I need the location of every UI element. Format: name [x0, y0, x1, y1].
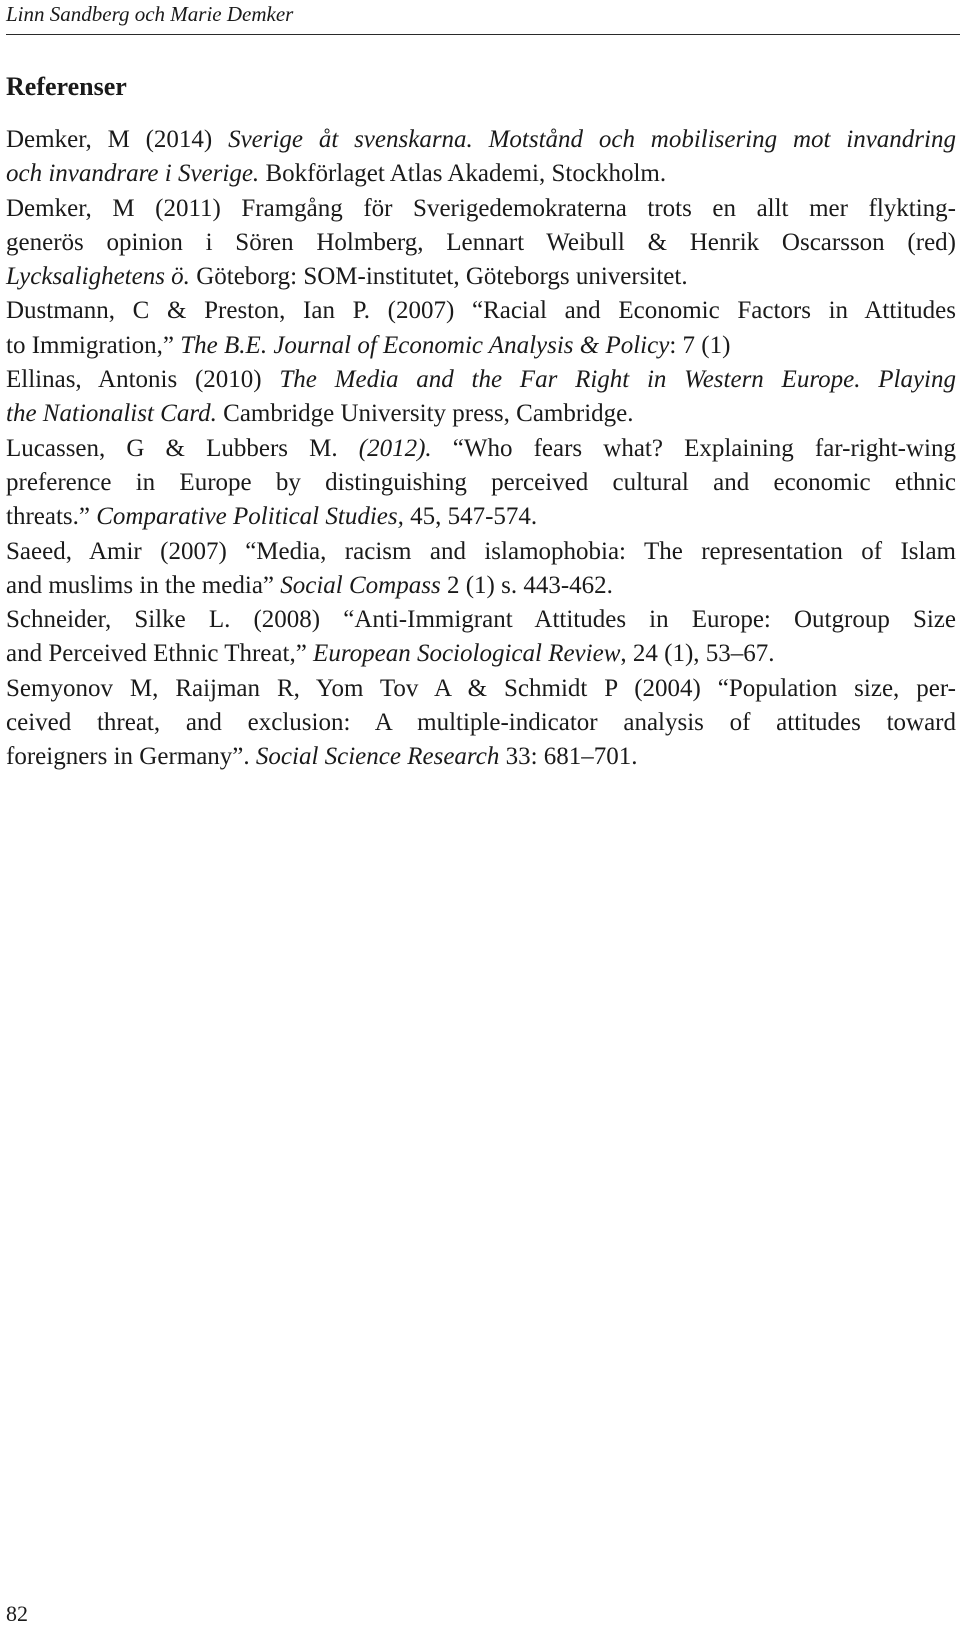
reference-italic-text: the Nationalist Card. [6, 400, 217, 428]
running-header [6, 0, 960, 35]
running-title: Linn Sandberg och Marie Demker [6, 2, 294, 26]
reference-list [6, 123, 956, 775]
reference-text: Ellinas, Antonis (2010) [6, 366, 280, 394]
reference-text: Bokförlaget Atlas Akademi, Stockholm. [259, 160, 667, 188]
reference-entry [6, 294, 956, 363]
reference-italic-text: (2012). [358, 434, 432, 462]
reference-entry [6, 363, 956, 432]
reference-italic-text: The Media and the Far Right in Western Europe. Playing [279, 366, 956, 394]
reference-entry [6, 123, 956, 192]
reference-text: and Perceived Ethnic Threat,” [6, 640, 314, 668]
reference-text: 2 (1) s. 443-462. [440, 571, 613, 599]
reference-line [6, 294, 956, 328]
reference-line [6, 603, 956, 637]
reference-italic-text: Lycksalighetens ö. [6, 263, 190, 291]
reference-text: foreigners in Germany”. [6, 743, 256, 771]
reference-line [6, 500, 956, 534]
reference-line [6, 466, 956, 500]
reference-entry [6, 672, 956, 775]
reference-text: : 7 (1) [669, 331, 731, 359]
reference-italic-text: och invandrare i Sverige. [6, 160, 260, 188]
section-heading: Referenser [6, 72, 127, 101]
reference-text: Demker, M (2014) [6, 126, 229, 153]
reference-text: Cambridge University press, Cambridge. [216, 400, 634, 428]
reference-italic-text: Social Science Research [255, 743, 500, 771]
reference-line [6, 432, 957, 466]
reference-line [6, 226, 956, 260]
reference-text: to Immigration,” [6, 331, 181, 359]
reference-line [6, 157, 956, 191]
reference-text: Schneider, Silke L. (2008) “Anti-Immigrant Attitudes in Europe: Outgroup Size [6, 606, 956, 634]
reference-line [6, 260, 956, 294]
reference-line [6, 329, 956, 363]
reference-entry [6, 432, 956, 535]
reference-text: preference in Europe by distinguishing perceived cultural and economic ethnic [6, 468, 956, 496]
page-number: 82 [6, 1601, 28, 1626]
reference-italic-text: The B.E. Journal of Economic Analysis & Policy [180, 331, 670, 359]
reference-line [6, 672, 956, 706]
reference-line [6, 706, 956, 740]
reference-text: 33: 681–701. [499, 743, 638, 771]
reference-italic-text: Comparative Political Studies, [96, 503, 404, 531]
reference-text: Dustmann, C & Preston, Ian P. (2007) “Racial and Economic Factors in Attitudes [6, 297, 956, 325]
reference-entry [6, 535, 956, 604]
reference-text: Lucassen, G & Lubbers M. [6, 434, 359, 462]
reference-text: 45, 547-574. [403, 503, 538, 531]
reference-line [6, 569, 956, 603]
reference-text: Semyonov M, Raijman R, Yom Tov A & Schmidt P (2004) “Population size, per- [6, 674, 956, 702]
reference-text: generös opinion i Sören Holmberg, Lennart Weibull & Henrik Oscarsson (red) [6, 228, 956, 256]
reference-line [6, 123, 956, 157]
reference-text: threats.” [6, 503, 97, 531]
reference-italic-text: Social Compass [280, 571, 441, 599]
reference-text: Demker, M (2011) Framgång för Sverigedemokraterna trots en allt mer flykting- [6, 194, 956, 222]
reference-italic-text: European Sociological Review [313, 640, 621, 668]
reference-text: ceived threat, and exclusion: A multiple-indicator analysis of attitudes toward [6, 709, 956, 737]
reference-line [6, 637, 956, 671]
reference-line [6, 740, 956, 774]
reference-entry [6, 603, 956, 672]
reference-text: Göteborg: SOM-institutet, Göteborgs universitet. [189, 263, 688, 291]
reference-line [6, 397, 956, 431]
reference-line [6, 363, 956, 397]
reference-line [6, 535, 956, 569]
reference-entry [6, 192, 956, 295]
reference-italic-text: Sverige åt svenskarna. Motstånd och mobilisering mot invandring [228, 126, 956, 153]
reference-line [6, 192, 956, 226]
reference-text: “Who fears what? Explaining far-right-wing [431, 434, 957, 462]
reference-text: and muslims in the media” [6, 571, 281, 599]
reference-text: , 24 (1), 53–67. [620, 640, 775, 668]
reference-text: Saeed, Amir (2007) “Media, racism and islamophobia: The representation of Islam [6, 537, 956, 565]
